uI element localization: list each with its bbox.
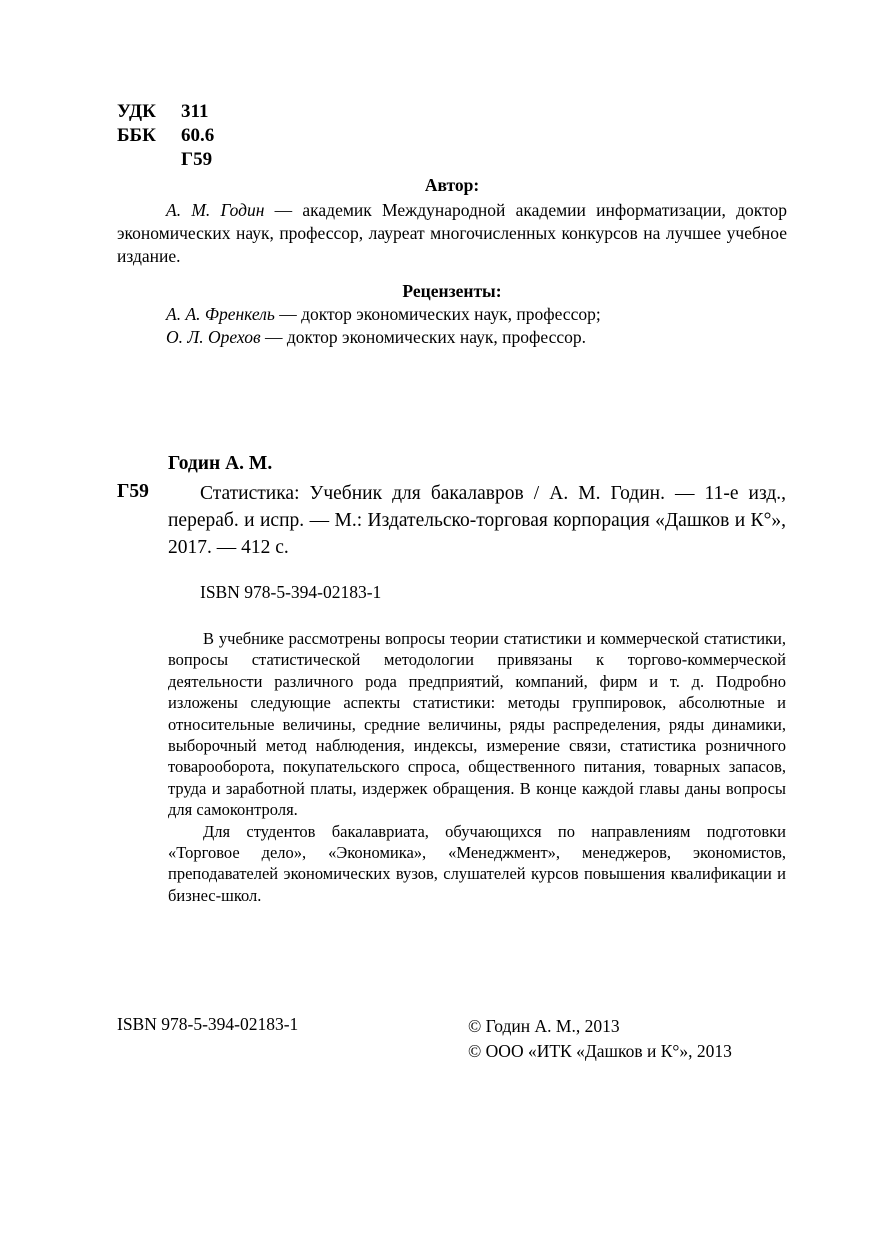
annotation-paragraph: Для студентов бакалавриата, обучающихся по направлениям подготовки «Торговое дело», «Экономика», «Менеджмент», менеджеров, экономистов, преподавателей экономических вузов, слушателей курсов повышения квалификации и бизнес-школ. xyxy=(168,821,786,905)
code-value: Г59 xyxy=(181,149,213,170)
author-description: — академик Международной академии информатизации, доктор экономических наук, профессор, лауреат многочисленных конкурсов на лучшее учебное издание. xyxy=(117,200,787,266)
code-label: УДК xyxy=(117,101,156,122)
annotation-paragraph: В учебнике рассмотрены вопросы теории статистики и коммерческой статистики, вопросы статистической методологии привязаны к торгово-коммерческой деятельности различного рода предприятий, компаний, фирм и т. д. Подробно изложены следующие аспекты статистики: методы группировок, абсолютные и относительные величины, средние величины, ряды распределения, ряды динамики, выборочный метод наблюдения, индексы, измерение связи, статистика розничного товарооборота, покупательского спроса, общественного питания, товарных запасов, труда и заработной платы, издержек обращения. В конце каждой главы даны вопросы для самоконтроля. xyxy=(168,629,786,820)
classification-codes xyxy=(117,100,214,172)
code-value: 311 xyxy=(181,101,209,122)
reviewers-heading: Рецензенты: xyxy=(402,281,502,301)
bibliographic-author: Годин А. М. xyxy=(168,453,273,474)
udk-row xyxy=(117,100,214,124)
copyright-block xyxy=(468,1014,732,1064)
code-label xyxy=(117,148,181,172)
bibliographic-code: Г59 xyxy=(117,481,149,502)
credits-block xyxy=(117,173,787,349)
author-heading: Автор: xyxy=(424,175,480,195)
footer-isbn: ISBN 978-5-394-02183-1 xyxy=(117,1014,299,1034)
reviewer-item xyxy=(117,326,787,349)
code-label: ББК xyxy=(117,125,156,146)
author-info xyxy=(117,199,787,268)
bibliographic-isbn: ISBN 978-5-394-02183-1 xyxy=(200,582,382,602)
reviewer-description: — доктор экономических наук, профессор; xyxy=(274,304,601,324)
copyright-line: © Годин А. М., 2013 xyxy=(468,1016,620,1036)
copyright-line: © ООО «ИТК «Дашков и К°», 2013 xyxy=(468,1041,732,1061)
author-mark-row xyxy=(117,148,214,172)
reviewer-name: А. А. Френкель xyxy=(166,304,275,324)
bbk-row xyxy=(117,124,214,148)
code-value: 60.6 xyxy=(181,125,215,146)
author-name: А. М. Годин xyxy=(166,200,265,220)
bibliographic-description: Статистика: Учебник для бакалавров / А. М. Годин. — 11-е изд., перераб. и испр. — М.: Издательско-торговая корпорация «Дашков и К°», 2017. — 412 с. xyxy=(168,483,786,558)
reviewer-name: О. Л. Орехов xyxy=(166,327,261,347)
annotation xyxy=(168,628,786,906)
reviewer-item xyxy=(117,303,787,326)
reviewer-description: — доктор экономических наук, профессор. xyxy=(260,327,586,347)
